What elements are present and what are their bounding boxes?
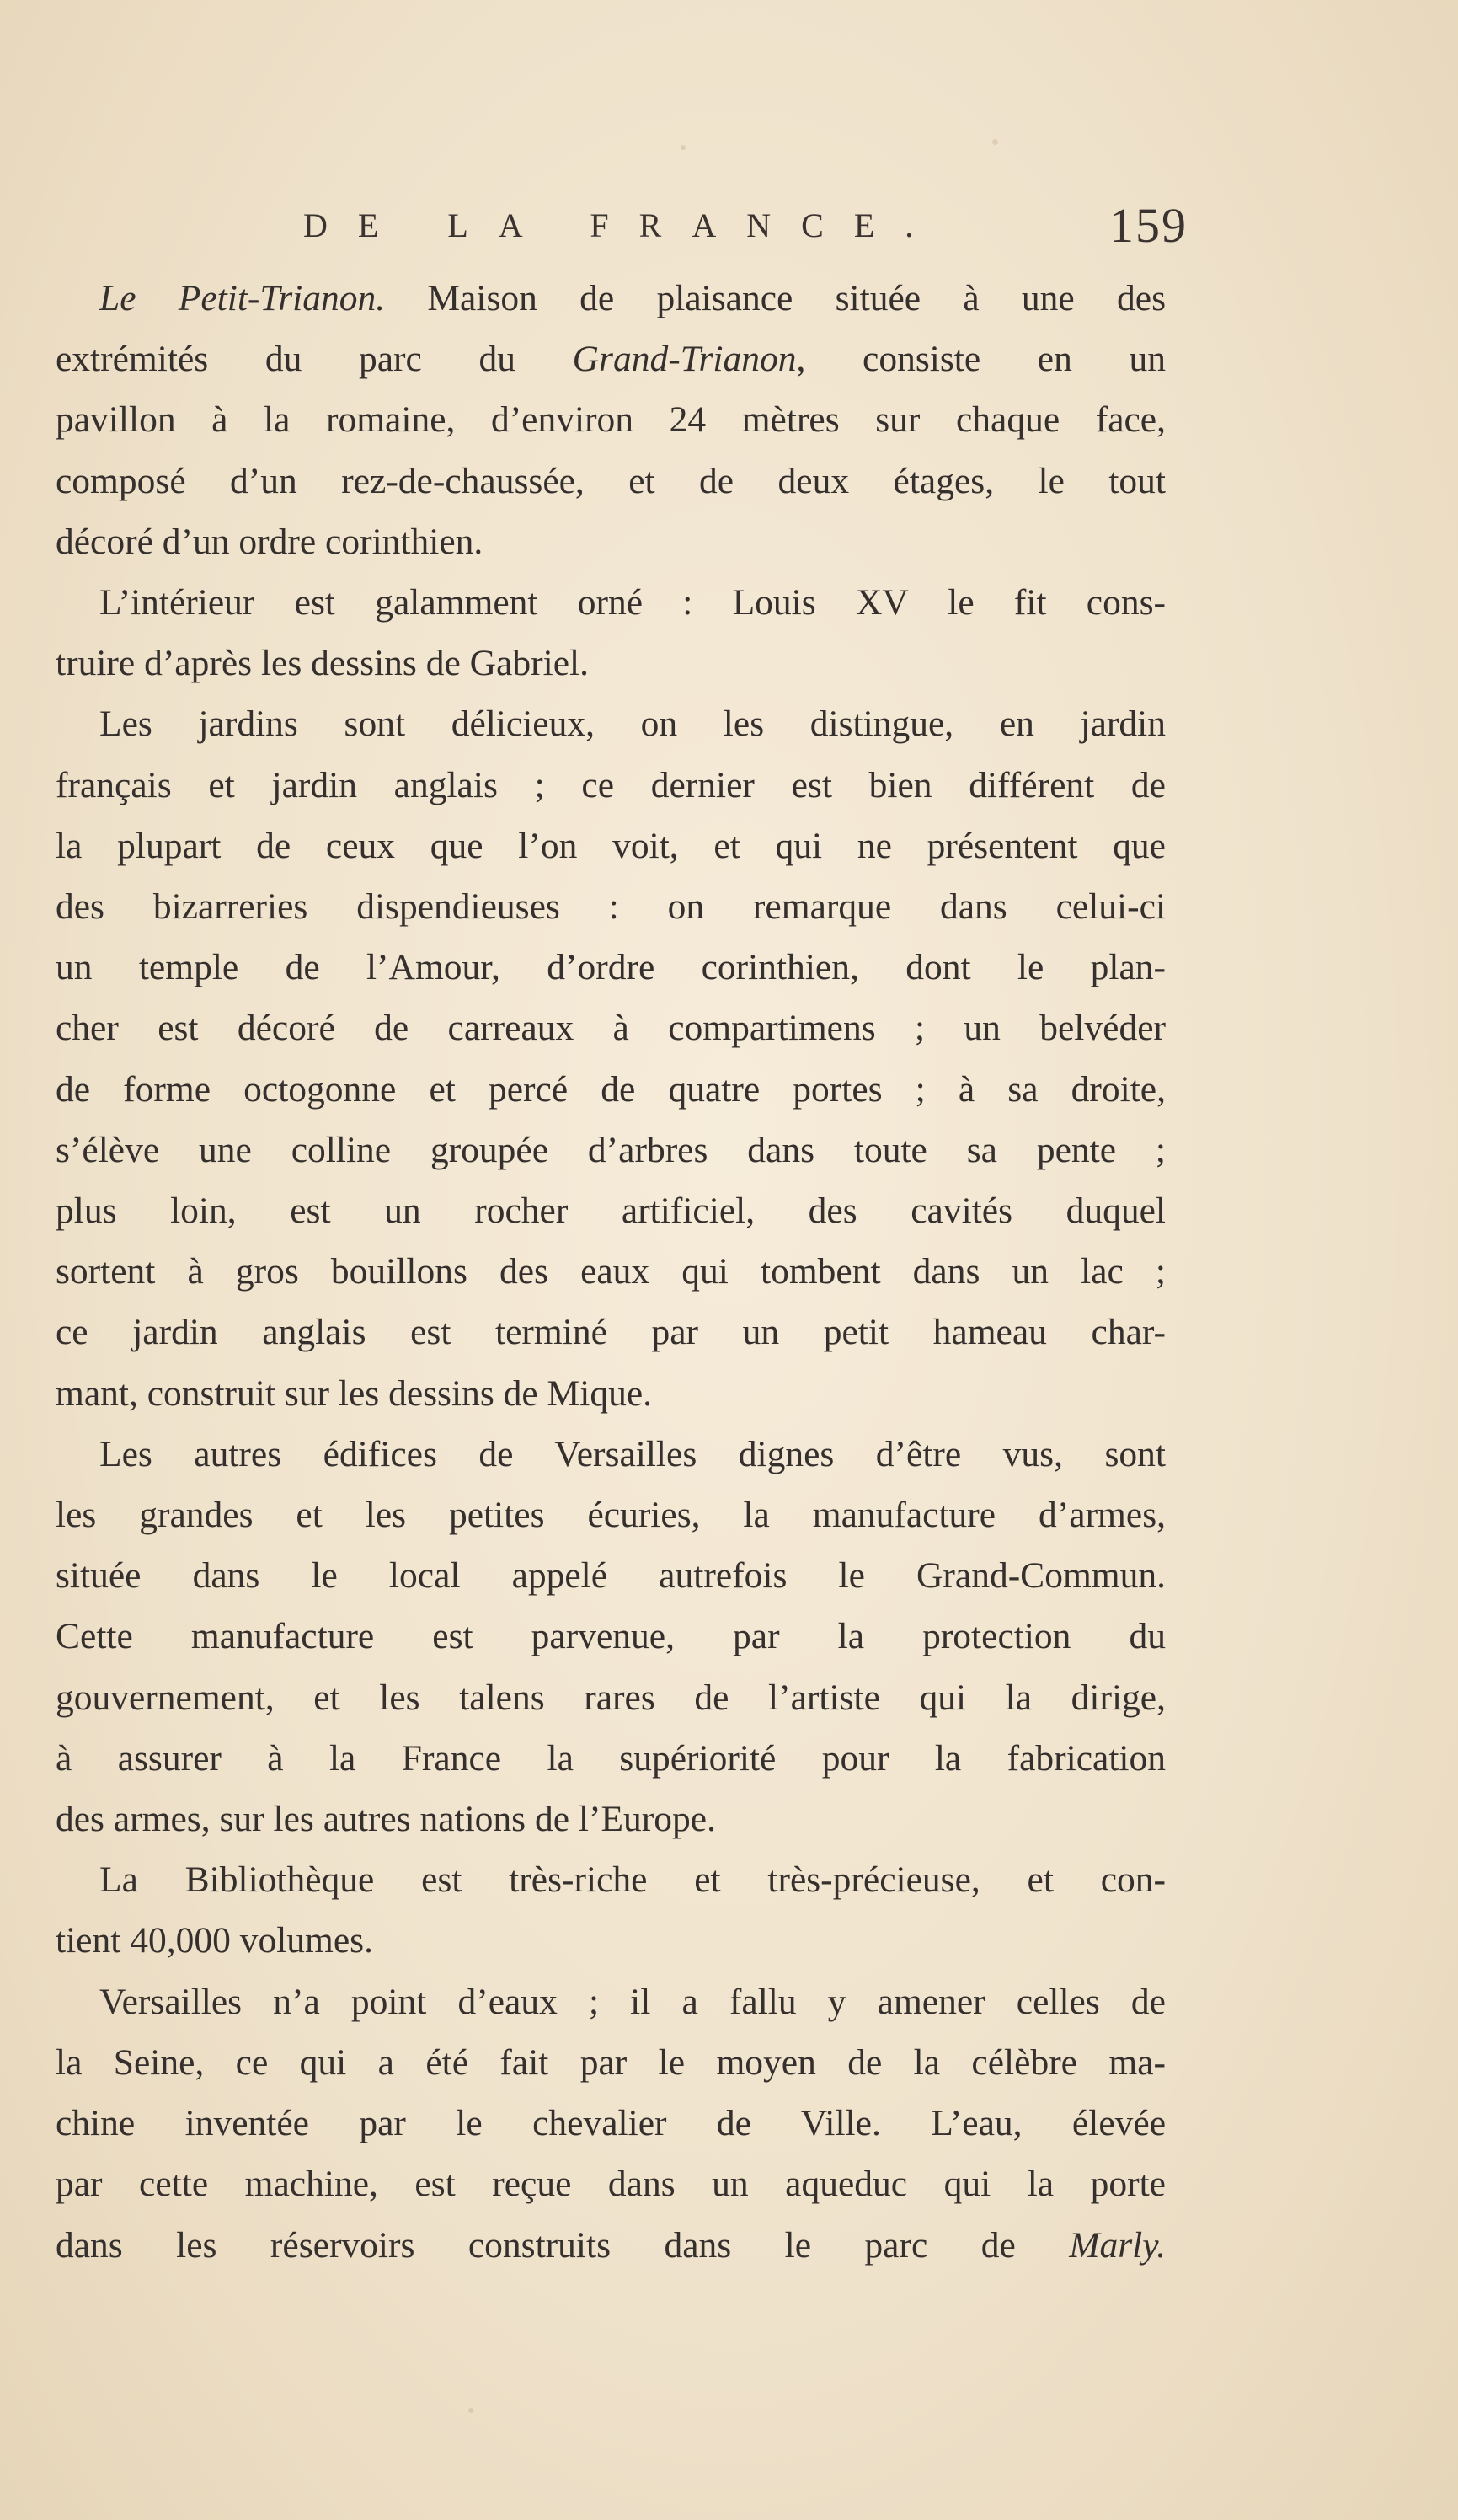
text-run: s’élève une colline groupée d’arbres dans toute sa pente ; [56,1129,1166,1170]
text-run: tient 40,000 volumes. [56,1920,373,1961]
running-head [303,197,1188,256]
text-run: composé d’un rez-de-chaussée, et de deux étages, le tout [56,460,1166,501]
italic-text: Le Petit-Trianon. [99,278,386,318]
text-line [56,329,1166,389]
page-number: 159 [1109,198,1188,253]
text-run: décoré d’un ordre corinthien. [56,521,483,562]
paragraph [56,1849,1166,1971]
text-run: français et jardin anglais ; ce dernier est bien différent de [56,764,1166,805]
text-line [56,1302,1166,1362]
text-run: L’intérieur est galamment orné : Louis XV le fit cons- [99,582,1166,623]
text-line [56,1241,1166,1302]
text-line [56,693,1166,754]
text-line [56,1910,1166,1971]
text-run: les grandes et les petites écuries, la manufacture d’armes, [56,1495,1166,1536]
text-line [56,1363,1166,1424]
text-run: ce jardin anglais est terminé par un petit hameau char- [56,1312,1166,1353]
text-run: de forme octogonne et percé de quatre portes ; à sa droite, [56,1068,1166,1110]
text-line [56,1424,1166,1485]
text-line [56,1545,1166,1606]
text-line [56,2032,1166,2093]
paragraph [56,268,1166,572]
text-line [56,1120,1166,1180]
text-run: dans les réservoirs construits dans le parc de [56,2224,1070,2266]
text-line [56,1972,1166,2032]
paper-stain [992,139,998,145]
text-line [56,876,1166,937]
italic-text: Grand-Trianon [572,339,797,380]
paragraph [56,1424,1166,1849]
text-line [56,816,1166,876]
text-run: par cette machine, est reçue dans un aqueduc qui la porte [56,2164,1166,2205]
text-run: des armes, sur les autres nations de l’Europe. [56,1799,716,1840]
paper-stain [468,2408,473,2413]
text-line [56,1789,1166,1849]
text-run: Cette manufacture est parvenue, par la protection du [56,1616,1166,1657]
text-line [56,1180,1166,1241]
paper-stain [681,145,686,150]
text-line [56,1849,1166,1910]
text-run: située dans le local appelé autrefois le Grand-Commun. [56,1555,1166,1597]
text-run: Les jardins sont délicieux, on les distingue, en jardin [99,704,1166,745]
text-run: Maison de plaisance située à une des [385,278,1167,318]
italic-text: Marly. [1069,2224,1166,2266]
text-run: plus loin, est un rocher artificiel, des cavités duquel [56,1190,1166,1232]
text-line [56,1728,1166,1789]
text-line [56,572,1166,633]
text-line [56,998,1166,1058]
text-run: mant, construit sur les dessins de Mique. [56,1372,653,1414]
text-line [56,1667,1166,1728]
text-line [56,1485,1166,1545]
text-run: extrémités du parc du [56,339,573,380]
text-run: chine inventée par le chevalier de Ville. L’eau, élevée [56,2103,1166,2144]
text-run: truire d’après les dessins de Gabriel. [56,643,589,684]
text-run: Les autres édifices de Versailles dignes d’être vus, sont [99,1433,1166,1474]
text-line [56,451,1166,511]
text-run: , consiste en un [796,339,1167,380]
body-text [56,268,1166,2276]
text-run: sortent à gros bouillons des eaux qui tombent dans un lac ; [56,1251,1166,1292]
text-run: pavillon à la romaine, d’environ 24 mètres sur chaque face, [56,399,1166,441]
text-line [56,2154,1166,2214]
text-line [56,755,1166,816]
text-run: la plupart de ceux que l’on voit, et qui ne présentent que [56,825,1166,866]
text-run: gouvernement, et les talens rares de l’artiste qui la dirige, [56,1677,1166,1718]
text-line [56,511,1166,572]
running-title: DE LA FRANCE. [303,206,944,244]
text-run: des bizarreries dispendieuses : on remarque dans celui-ci [56,886,1166,928]
text-run: la Seine, ce qui a été fait par le moyen de la célèbre ma- [56,2041,1166,2083]
text-run: un temple de l’Amour, d’ordre corinthien, dont le plan- [56,947,1166,988]
text-run: cher est décoré de carreaux à compartimens ; un belvéder [56,1008,1166,1049]
text-line [56,389,1166,450]
text-line [56,2093,1166,2154]
text-line [56,268,1166,329]
paragraph [56,693,1166,1423]
text-line [56,937,1166,998]
text-line [56,2215,1166,2276]
text-run: Versailles n’a point d’eaux ; il a fallu y amener celles de [99,1981,1166,2022]
text-line [56,1059,1166,1120]
paragraph [56,572,1166,693]
paragraph [56,1972,1166,2276]
text-line [56,1606,1166,1667]
text-line [56,633,1166,693]
text-run: La Bibliothèque est très-riche et très-précieuse, et con- [99,1859,1166,1901]
text-run: à assurer à la France la supériorité pour la fabrication [56,1737,1166,1779]
